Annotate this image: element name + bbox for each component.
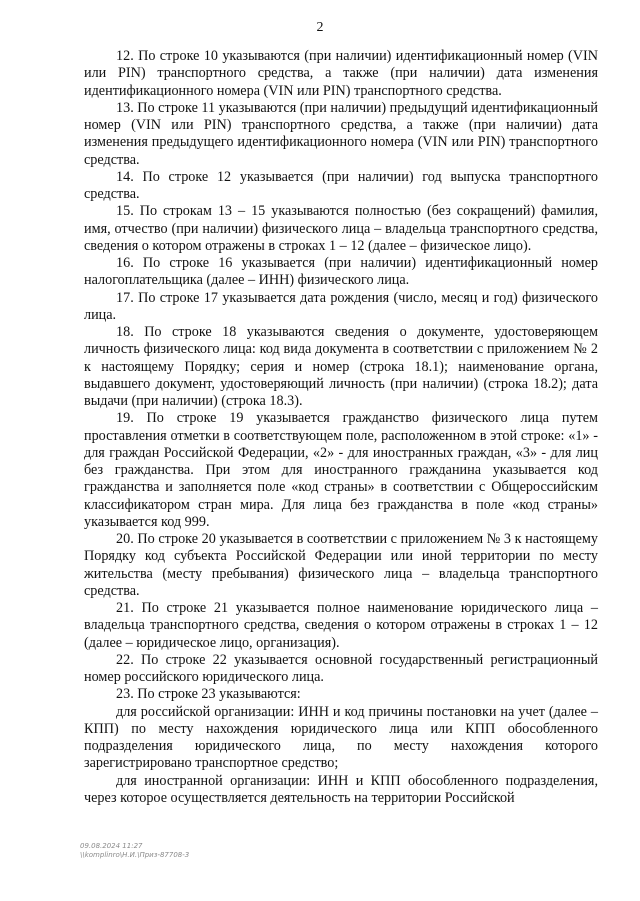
footer-timestamp: 09.08.2024 11:27 [80, 842, 143, 850]
paragraph-item-21: 21. По строке 21 указывается полное наименование юридического лица – владельца транспортного средства, сведения о котором отражены в строках 1 – 12 (далее – юридическое лицо, организация). [84, 600, 598, 651]
document-body [84, 48, 598, 807]
paragraph-item-20: 20. По строке 20 указывается в соответствии с приложением № 3 к настоящему Порядку код субъекта Российской Федерации или иной территории по месту жительства (месту пребывания) физического лица – владельца транспортного средства. [84, 531, 598, 599]
paragraph-item-17: 17. По строке 17 указывается дата рождения (число, месяц и год) физического лица. [84, 289, 598, 323]
paragraph-item-13: 13. По строке 11 указываются (при наличии) предыдущий идентификационный номер (VIN или PIN) транспортного средства, а также (при наличии) дата изменения предыдущего идентификационного номера (VIN или PIN) транспортного средства. [84, 99, 598, 168]
paragraph-item-12: 12. По строке 10 указываются (при наличии) идентификационный номер (VIN или PIN) транспортного средства, а также (при наличии) дата изменения идентификационного номера (VIN или PIN) транспортного средства. [84, 48, 598, 99]
paragraph-russian-org: для российской организации: ИНН и код причины постановки на учет (далее – КПП) по месту нахождения юридического лица или КПП обособленного подразделения юридического лица, по месту нахождения которого зарегистрировано транспортное средство; [84, 703, 598, 772]
footer-file-path: \\komplinro\Н.И.\Приз-87708-3 [80, 851, 190, 859]
paragraph-item-16: 16. По строке 16 указывается (при наличии) идентификационный номер налогоплательщика (далее – ИНН) физического лица. [84, 255, 598, 289]
paragraph-item-22: 22. По строке 22 указывается основной государственный регистрационный номер российского юридического лица. [84, 651, 598, 685]
paragraph-item-19: 19. По строке 19 указывается гражданство физического лица путем проставления отметки в соответствующем поле, расположенном в этой строке: «1» - для граждан Российской Федерации, «2» - для иностранных граждан, «3» - для лиц без гражданства. При этом для иностранного гражданина указывается код гражданства и заполняется поле «код страны» в соответствии с Общероссийским классификатором стран мира. Для лица без гражданства в поле «код страны» указывается код 999. [84, 410, 598, 530]
paragraph-item-15: 15. По строкам 13 – 15 указываются полностью (без сокращений) фамилия, имя, отчество (при наличии) физического лица – владельца транспортного средства, сведения о котором отражены в строках 1 – 12 (далее – физическое лицо). [84, 203, 598, 254]
paragraph-item-23: 23. По строке 23 указываются: [116, 686, 301, 703]
paragraph-foreign-org: для иностранной организации: ИНН и КПП обособленного подразделения, через которое осуществляется деятельность на территории Российской [84, 772, 598, 806]
paragraph-item-14: 14. По строке 12 указывается (при наличии) год выпуска транспортного средства. [84, 168, 598, 202]
footer-stamp [80, 842, 189, 860]
page-number: 2 [316, 20, 324, 35]
paragraph-item-18: 18. По строке 18 указываются сведения о документе, удостоверяющем личность физического лица: код вида документа в соответствии с приложением № 2 к настоящему Порядку; серия и номер (строка 18.1); наименование органа, выдавшего документ, удостоверяющий личность (при наличии) (строка 18.2); дата выдачи (при наличии) (строка 18.3). [84, 324, 598, 409]
